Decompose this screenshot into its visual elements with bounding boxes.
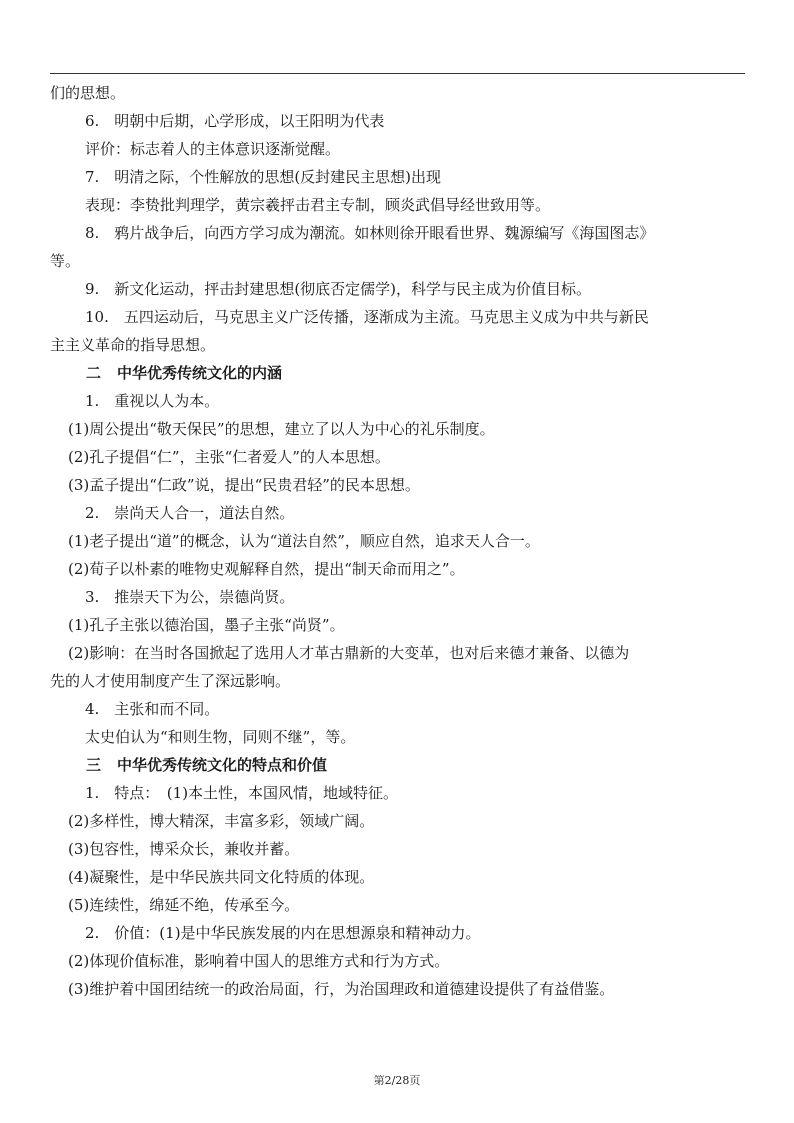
text-line: 2. 价值：(1)是中华民族发展的内在思想源泉和精神动力。 (85, 924, 481, 942)
text-line: (4)凝聚性，是中华民族共同文化特质的体现。 (68, 868, 375, 886)
text-line: 2. 崇尚天人合一，道法自然。 (85, 504, 295, 522)
section-number: 二 (86, 364, 102, 382)
text-line: (1)老子提出“道”的概念，认为“道法自然”，顺应自然，追求天人合一。 (68, 532, 540, 550)
document-body (50, 79, 745, 1003)
section-title: 中华优秀传统文化的内涵 (117, 364, 283, 382)
text-line: 8. 鸦片战争后，向西方学习成为潮流。如林则徐开眼看世界、魏源编写《海国图志》 (85, 224, 655, 242)
section-heading (50, 359, 745, 387)
text-line: 太史伯认为“和则生物，同则不继”，等。 (85, 728, 356, 746)
text-line: (3)维护着中国团结统一的政治局面，行，为治国理政和道德建设提供了有益借鉴。 (68, 980, 615, 998)
text-line: 7. 明清之际，个性解放的思想(反封建民主思想)出现 (85, 168, 442, 186)
text-line: 9. 新文化运动，抨击封建思想(彻底否定儒学)，科学与民主成为价值目标。 (85, 280, 592, 298)
text-line: (1)孔子主张以德治国，墨子主张“尚贤”。 (68, 616, 345, 634)
text-line: (2)荀子以朴素的唯物史观解释自然，提出“制天命而用之”。 (68, 560, 465, 578)
text-line: (3)孟子提出“仁政”说，提出“民贵君轻”的民本思想。 (68, 476, 420, 494)
text-line: 表现：李贽批判理学，黄宗羲抨击君主专制，顾炎武倡导经世致用等。 (85, 196, 551, 214)
text-line: (2)影响：在当时各国掀起了选用人才革古鼎新的大变革，也对后来德才兼备、以德为 (68, 644, 630, 662)
text-line: (5)连续性，绵延不绝，传承至今。 (68, 896, 300, 914)
text-line: 10. 五四运动后，马克思主义广泛传播，逐渐成为主流。马克思主义成为中共与新民 (85, 308, 649, 326)
text-line: 评价：标志着人的主体意识逐渐觉醒。 (85, 140, 341, 158)
text-line: (2)孔子提倡“仁”，主张“仁者爱人”的人本思想。 (68, 448, 390, 466)
text-line: 1. 特点： (1)本土性，本国风情，地域特征。 (85, 784, 399, 802)
page-number: 第2/28页 (373, 1074, 421, 1087)
text-line: 1. 重视以人为本。 (85, 392, 220, 410)
text-line: 6. 明朝中后期，心学形成，以王阳明为代表 (85, 112, 385, 130)
text-line: 先的人才使用制度产生了深远影响。 (50, 672, 291, 690)
section-number: 三 (86, 756, 102, 774)
text-line: 们的思想。 (50, 84, 126, 102)
text-line: 4. 主张和而不同。 (85, 700, 220, 718)
text-line: (3)包容性，博采众长，兼收并蓄。 (68, 840, 300, 858)
text-line: 主主义革命的指导思想。 (50, 336, 216, 354)
section-heading (50, 751, 745, 779)
text-line: (2)体现价值标准，影响着中国人的思维方式和行为方式。 (68, 952, 450, 970)
text-line: 3. 推崇天下为公，崇德尚贤。 (85, 588, 295, 606)
header-rule (50, 73, 745, 74)
section-title: 中华优秀传统文化的特点和价值 (117, 756, 328, 774)
text-line: (2)多样性，博大精深，丰富多彩，领域广阔。 (68, 812, 375, 830)
text-line: 等。 (50, 252, 81, 270)
text-line: (1)周公提出“敬天保民”的思想，建立了以人为中心的礼乐制度。 (68, 420, 495, 438)
